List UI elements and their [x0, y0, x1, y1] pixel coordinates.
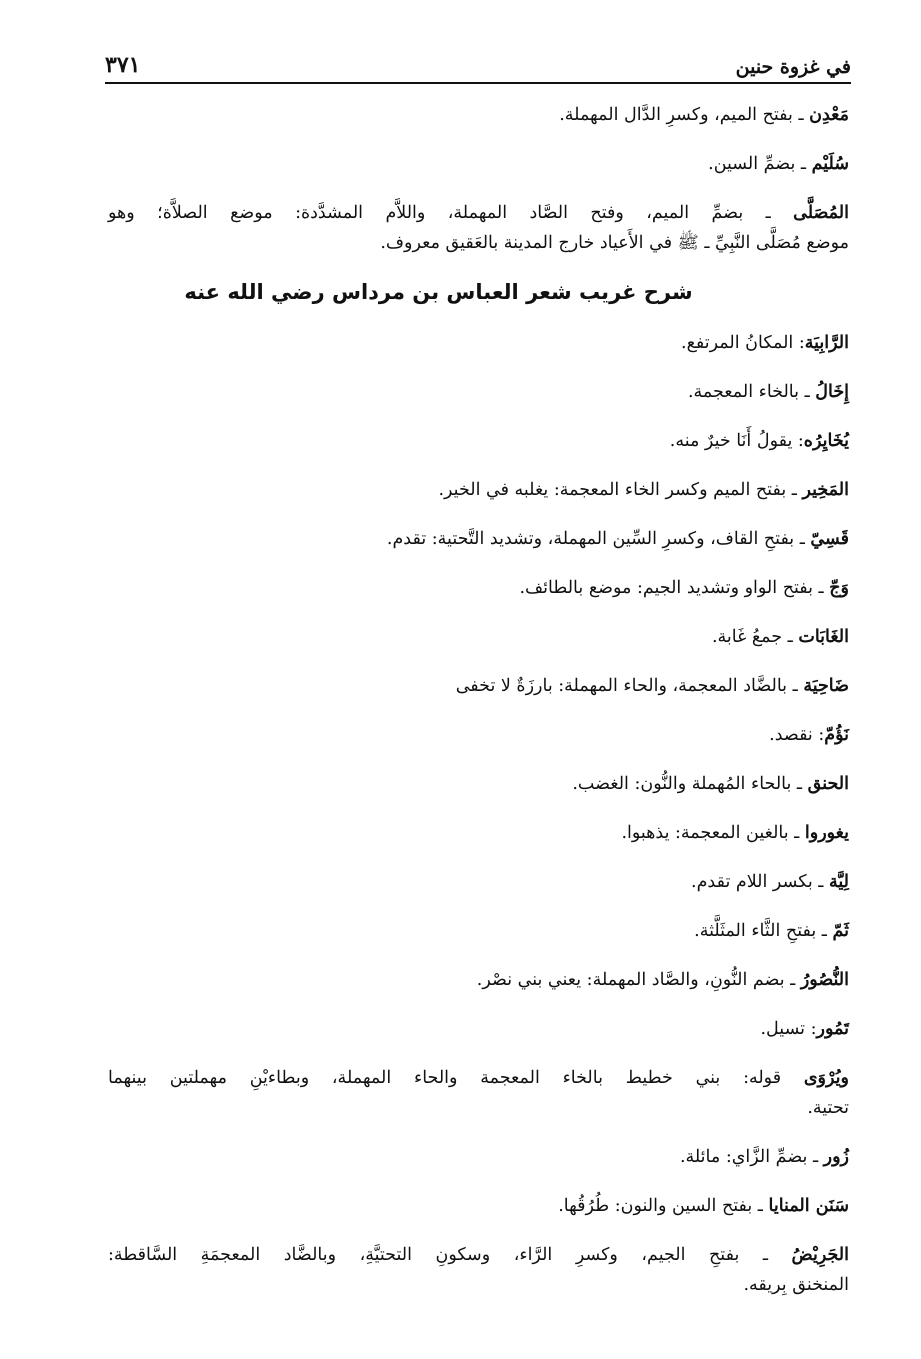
paragraph-line: تحتية. — [807, 1098, 849, 1118]
gloss-entry — [108, 916, 849, 946]
gloss-term: مَعْدِن — [809, 105, 849, 125]
gloss-text: ـ بفتحِ القاف، وكسرِ السِّين المهملة، وتشديد التَّحتية: تقدم. — [386, 529, 811, 549]
gloss-term: الجَرِيْضُ — [791, 1245, 849, 1265]
paragraph-line — [108, 1240, 849, 1270]
paragraph-line: المنخنق بِريقه. — [743, 1275, 849, 1295]
gloss-text: ـ بفتحِ الجيم، وكسرِ الرَّاء، وسكونِ التحتيَّةِ، وبالضَّاد المعجمَةِ السَّاقطة: — [108, 1245, 792, 1265]
running-title: في غزوة حنين — [735, 56, 851, 78]
gloss-entry — [108, 622, 849, 652]
gloss-entry — [108, 1014, 849, 1044]
gloss-text: : المكانُ المرتفع. — [681, 333, 805, 353]
gloss-text: ـ بفتح الميم، وكسرِ الدَّال المهملة. — [559, 105, 810, 125]
gloss-term: يُخَايِرُه — [803, 431, 849, 451]
gloss-entry — [108, 149, 849, 179]
gloss-text: ـ بفتح السين والنون: طُرُقُها. — [558, 1196, 769, 1216]
gloss-text: : تسيل. — [760, 1019, 817, 1039]
gloss-entry — [108, 100, 849, 130]
gloss-text: ـ بضمِّ الزَّاي: مائلة. — [679, 1147, 824, 1167]
gloss-term: زُور — [823, 1147, 849, 1167]
gloss-term: نَؤُمّ — [824, 725, 849, 745]
gloss-entry — [108, 671, 849, 701]
gloss-entry — [108, 1142, 849, 1172]
gloss-term: سَنَن المنايا — [768, 1196, 849, 1216]
page-number: ٣٧١ — [105, 52, 141, 78]
gloss-term: إِخَالُ — [815, 382, 849, 402]
gloss-entry-yurwa — [108, 1063, 849, 1123]
gloss-term: المُصَلَّى — [793, 203, 849, 223]
gloss-entry — [108, 867, 849, 897]
gloss-entry — [108, 720, 849, 750]
gloss-term: ثَمّ — [832, 921, 849, 941]
gloss-entry-musalla — [108, 198, 849, 258]
paragraph-line: موضع مُصَلَّى النَّبِيِّ ـ ﷺ في الأَعياد خارج المدينة بالعَقيق معروف. — [380, 233, 849, 253]
page-header — [105, 38, 851, 84]
gloss-text: ـ بكسر اللام تقدم. — [691, 872, 829, 892]
gloss-text: ـ بضمِّ الميم، وفتح الصَّاد المهملة، واللاَّم المشدَّدة: موضع الصلاَّة؛ وهو — [108, 203, 794, 223]
gloss-term: وَجّ — [829, 578, 849, 598]
gloss-text: ـ بالضَّاد المعجمة، والحاء المهملة: بارزَةٌ لا تخفى — [455, 676, 804, 696]
gloss-term: النُّصُورُ — [800, 970, 849, 990]
gloss-term: الرَّابِيَة — [804, 333, 849, 353]
gloss-text: ـ بفتح الميم وكسر الخاء المعجمة: يغلبه في الخير. — [438, 480, 803, 500]
gloss-text: ـ بضمِّ السين. — [708, 154, 812, 174]
gloss-text: ـ بفتحِ الثَّاء المثَلَّثة. — [694, 921, 833, 941]
gloss-entry — [108, 769, 849, 799]
gloss-text: ـ بالحاء المُهملة والنُّون: الغضب. — [572, 774, 808, 794]
gloss-text: ـ بالخاء المعجمة. — [687, 382, 816, 402]
gloss-text: ـ بالغين المعجمة: يذهبوا. — [621, 823, 805, 843]
gloss-term: الحنق — [807, 774, 849, 794]
gloss-term: قَسِيّ — [810, 529, 849, 549]
gloss-entry — [108, 818, 849, 848]
gloss-text: قوله: بني خطيط بالخاء المعجمة والحاء المهملة، وبطاءيْنِ مهملتين بينهما — [108, 1068, 804, 1088]
gloss-term: يغوروا — [804, 823, 849, 843]
gloss-entry — [108, 377, 849, 407]
gloss-term: الغَابَات — [798, 627, 849, 647]
gloss-term: المَخِير — [802, 480, 849, 500]
gloss-text: ـ جمعُ غَابة. — [711, 627, 799, 647]
gloss-entry-jarid — [108, 1240, 849, 1300]
gloss-term: سُلَيْم — [811, 154, 849, 174]
gloss-term: تَمُور — [816, 1019, 849, 1039]
section-heading: شرح غريب شعر العباس بن مرداس رضي الله عنه — [184, 280, 693, 304]
gloss-entry — [108, 426, 849, 456]
gloss-entry — [108, 328, 849, 358]
paragraph-line — [108, 198, 849, 228]
gloss-text: : نقصد. — [769, 725, 825, 745]
gloss-entry — [108, 524, 849, 554]
gloss-entry — [108, 573, 849, 603]
gloss-text: ـ بفتح الواو وتشديد الجيم: موضع بالطائف. — [519, 578, 830, 598]
page-body — [108, 100, 849, 1319]
gloss-text: ـ بضم النُّونِ، والصَّاد المهملة: يعني بني نصْر. — [476, 970, 801, 990]
gloss-term: ضَاحِيَة — [803, 676, 849, 696]
gloss-text: : يقولُ أَنَا خيرٌ منه. — [669, 431, 804, 451]
gloss-entry — [108, 965, 849, 995]
gloss-entry — [108, 475, 849, 505]
gloss-entry — [108, 1191, 849, 1221]
paragraph-line — [108, 1063, 849, 1093]
gloss-term: لِيَّة — [829, 872, 849, 892]
gloss-term: ويُرْوَى — [803, 1068, 849, 1088]
